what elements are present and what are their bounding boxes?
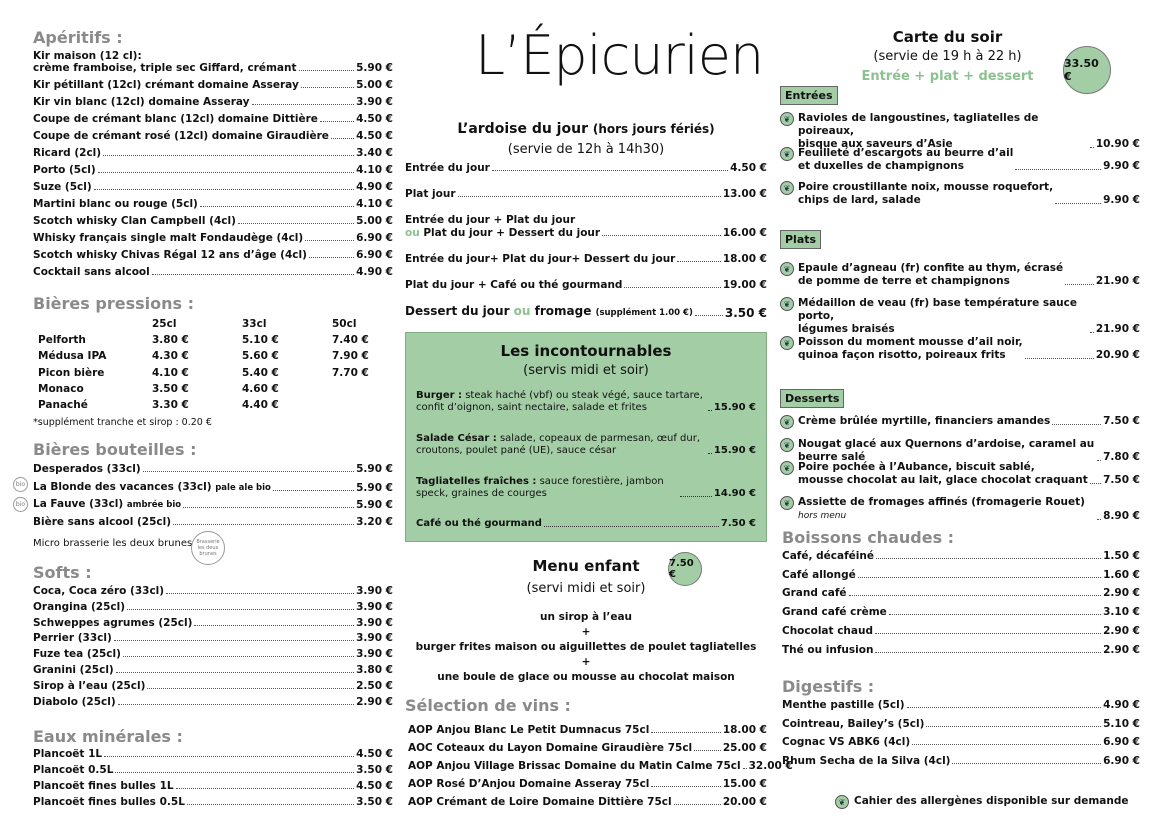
aperitif-item: Martini blanc ou rouge (5cl) 4.10 € [33,198,393,210]
beer-note: *supplément tranche et sirop : 0.20 € [33,417,212,428]
menu-enfant-subtitle: (servi midi et soir) [526,581,646,596]
soft-item: Orangina (25cl) 3.90 € [33,600,393,613]
aperitif-item: Coupe de crémant rosé (12cl) domaine Giraudière 4.50 € [33,130,393,142]
incontournables-subtitle: (servis midi et soir) [523,363,649,378]
incontournable-item: Burger : steak haché (vbf) ou steak végé, sauce tartare, confit d’oignon, saint nectaire, salade et frites 15.90 € [416,390,756,413]
water-item: Plancoët fines bulles 0.5L 3.50 € [33,796,393,808]
leaf-icon: ❦ [780,147,794,161]
water-item: Plancoët 1L 4.50 € [33,748,393,760]
bottle-item: Desperados (33cl) 5.90 € [33,463,393,475]
aperitif-item: Ricard (2cl) 3.40 € [33,147,393,159]
beer-header-50: 50cl [332,318,357,330]
beers-bottle-title: Bières bouteilles : [33,440,197,459]
ardoise-item: Plat jour 13.00 € [405,188,767,200]
aperitif-item: Suze (5cl) 4.90 € [33,181,393,193]
aperitif-item: Cocktail sans alcool 4.90 € [33,266,393,278]
beer-price-50: 7.90 € [332,350,369,363]
ardoise-subtitle: (servie de 12h à 14h30) [507,142,665,157]
vin-item: AOP Crémant de Loire Domaine Dittière 75cl 20.00 € [408,796,767,808]
vin-item: AOC Coteaux du Layon Domaine Giraudière 75cl 25.00 € [408,742,767,754]
boisson-chaude-item: Café, décaféiné 1.50 € [782,550,1140,562]
brewery-logo: Brasserie les deux brunes [191,531,225,565]
beer-price-50: 7.70 € [332,366,369,379]
ardoise-item: ou Plat du jour + Dessert du jour 16.00 € [405,227,767,239]
soft-item: Fuze tea (25cl) 3.90 € [33,648,393,661]
menu-enfant-line: burger frites maison ou aiguillettes de poulet tagliatelles [415,641,757,653]
brewery-note: Micro brasserie les deux brunes [33,538,193,549]
beer-price-33: 5.60 € [242,350,279,363]
dish-item: Médaillon de veau (fr) base température sauce porto, légumes braisés 21.90 € [798,297,1140,335]
aperitifs-title: Apéritifs : [33,28,123,47]
beers-draft-title: Bières pressions : [33,294,194,313]
aperitif-item: crème framboise, triple sec Giffard, crémant 5.90 € [33,62,393,74]
soft-item: Coca, Coca zéro (33cl) 3.90 € [33,585,393,597]
softs-title: Softs : [33,563,92,582]
leaf-icon: ❦ [835,795,849,809]
carte-soir-subtitle: (servie de 19 h à 22 h) [873,49,1022,64]
incontournables-title: Les incontournables [500,342,672,360]
dish-item: Poisson du moment mousse d’ail noir, quinoa façon risotto, poireaux frits 20.90 € [798,336,1140,361]
organic-icon: bio [13,497,28,512]
incontournable-item: Salade César : salade, copeaux de parmesan, œuf dur, croutons, poulet pané (UE), sauce césar 15.90 € [416,433,756,456]
beer-name: Picon bière [38,366,105,379]
beer-price-33: 5.10 € [242,334,279,346]
restaurant-logo: L’Épicurien [475,24,764,87]
aperitif-item: Kir vin blanc (12cl) domaine Asseray 3.90 € [33,96,393,108]
bottle-item: La Blonde des vacances (33cl) pale ale bio 5.90 € [33,480,393,494]
soft-item: Diabolo (25cl) 2.90 € [33,695,393,708]
boisson-chaude-item: Chocolat chaud 2.90 € [782,624,1140,637]
digestif-item: Menthe pastille (5cl) 4.90 € [782,699,1140,711]
water-item: Plancoët 0.5L 3.50 € [33,764,393,776]
menu-enfant-title: Menu enfant [532,557,640,575]
beer-price-25: 3.80 € [152,334,189,346]
aperitif-item: Scotch whisky Clan Campbell (4cl) 5.00 € [33,215,393,227]
leaf-icon: ❦ [780,415,794,429]
beer-price-25: 4.10 € [152,366,189,379]
vin-item: AOP Anjou Blanc Le Petit Dumnacus 75cl 18.00 € [408,724,767,736]
dish-item: Nougat glacé aux Quernons d’ardoise, caramel au beurre salé 7.80 € [798,438,1140,463]
leaf-icon: ❦ [780,496,794,510]
soft-item: Perrier (33cl) 3.90 € [33,632,393,645]
ardoise-dessert: Dessert du jour ou fromage (supplément 1.00 €) 3.50 € [405,304,767,320]
menu-enfant-line: + [581,626,591,638]
aperitif-item: Coupe de crémant blanc (12cl) domaine Dittière 4.50 € [33,113,393,125]
vins-title: Sélection de vins : [405,696,571,715]
leaf-icon: ❦ [780,262,794,276]
beer-header-25: 25cl [152,318,177,330]
dish-item: Epaule d’agneau (fr) confite au thym, écrasé de pomme de terre et champignons 21.90 € [798,262,1140,287]
beer-name: Pelforth [38,334,86,346]
dish-item: Feuilleté d’escargots au beurre d’ail et duxelles de champignons 9.90 € [798,147,1140,172]
boisson-chaude-item: Thé ou infusion 2.90 € [782,643,1140,656]
beer-price-25: 3.50 € [152,382,189,395]
plats-tag: Plats [780,230,821,249]
beer-price-33: 4.60 € [242,382,279,395]
ardoise-title: L’ardoise du jour (hors jours fériés) [457,121,715,137]
beer-name: Panaché [38,399,88,412]
incontournable-item: Café ou thé gourmand 7.50 € [416,518,756,529]
waters-title: Eaux minérales : [33,727,183,746]
soft-item: Schweppes agrumes (25cl) 3.90 € [33,616,393,629]
menu-enfant-line: + [581,656,591,668]
dish-item: Poire croustillante noix, mousse roquefort, chips de lard, salade 9.90 € [798,181,1140,206]
beer-name: Médusa IPA [38,350,107,363]
beer-price-25: 3.30 € [152,399,189,412]
leaf-icon: ❦ [780,297,794,311]
leaf-icon: ❦ [780,181,794,195]
leaf-icon: ❦ [780,438,794,452]
bottle-item: Bière sans alcool (25cl) 3.20 € [33,515,393,528]
boisson-chaude-item: Grand café crème 3.10 € [782,606,1140,619]
menu-enfant-price-badge: 7.50 € [668,552,702,586]
leaf-icon: ❦ [780,112,794,126]
leaf-icon: ❦ [780,336,794,350]
ardoise-item: Plat du jour + Café ou thé gourmand 19.00 € [405,279,767,291]
incontournables-box [405,332,767,542]
menu-enfant-line: un sirop à l’eau [539,611,633,623]
digestifs-title: Digestifs : [782,677,875,696]
aperitif-item: Porto (5cl) 4.10 € [33,164,393,176]
beer-header-33: 33cl [242,318,267,330]
carte-soir-formula: Entrée + plat + dessert [861,69,1034,84]
allergens-note: Cahier des allergènes disponible sur demande [854,795,1129,807]
kir-maison-heading: Kir maison (12 cl): [33,50,142,62]
dish-item: Assiette de fromages affinés (fromagerie Rouet) hors menu 8.90 € [798,496,1140,522]
bottle-item: La Fauve (33cl) ambrée bio 5.90 € [33,498,393,511]
entrees-tag: Entrées [780,86,838,105]
carte-soir-price-badge: 33.50 € [1063,46,1111,94]
dish-item: Poire pochée à l’Aubance, biscuit sablé, mousse chocolat au lait, glace chocolat craquant 7.50 € [798,461,1140,486]
beer-table [38,318,378,418]
soft-item: Sirop à l’eau (25cl) 2.50 € [33,679,393,692]
leaf-icon: ❦ [780,461,794,475]
menu-enfant-line: une boule de glace ou mousse au chocolat maison [437,671,735,683]
dish-item: Ravioles de langoustines, tagliatelles de poireaux, bisque aux saveurs d’Asie 10.90 € [798,112,1140,150]
vin-item: AOP Rosé D’Anjou Domaine Asseray 75cl 15.00 € [408,778,767,790]
water-item: Plancoët fines bulles 1L 4.50 € [33,780,393,792]
aperitif-item: Whisky français single malt Fondaudège (4cl) 6.90 € [33,232,393,244]
aperitif-item: Kir pétillant (12cl) crémant domaine Asseray 5.00 € [33,79,393,91]
carte-soir-title: Carte du soir [892,28,1003,46]
ardoise-item: Entrée du jour+ Plat du jour+ Dessert du jour 18.00 € [405,253,767,265]
digestif-item: Cointreau, Bailey’s (5cl) 5.10 € [782,717,1140,730]
aperitif-item: Scotch whisky Chivas Régal 12 ans d’âge (4cl) 6.90 € [33,249,393,261]
incontournable-item: Tagliatelles fraîches : sauce forestière, jambon speck, graines de courges 14.90 € [416,476,756,499]
beer-price-50: 7.40 € [332,334,369,346]
boisson-chaude-item: Grand café 2.90 € [782,587,1140,600]
digestif-item: Cognac VS ABK6 (4cl) 6.90 € [782,736,1140,749]
ardoise-item: Entrée du jour + Plat du jour [405,214,576,226]
organic-icon: bio [13,477,28,492]
beer-name: Monaco [38,382,84,395]
digestif-item: Rhum Secha de la Silva (4cl) 6.90 € [782,755,1140,768]
beer-price-33: 4.40 € [242,399,279,412]
desserts-tag: Desserts [780,389,844,408]
beer-price-33: 5.40 € [242,366,279,379]
soft-item: Granini (25cl) 3.80 € [33,664,393,676]
boissons-chaudes-title: Boissons chaudes : [782,528,955,547]
boisson-chaude-item: Café allongé 1.60 € [782,568,1140,581]
ardoise-item: Entrée du jour 4.50 € [405,162,767,174]
dish-item: Crème brûlée myrtille, financiers amandes 7.50 € [798,415,1140,427]
vin-item: AOP Anjou Village Brissac Domaine du Matin Calme 75cl 32.00 € [408,760,793,772]
beer-price-25: 4.30 € [152,350,189,363]
